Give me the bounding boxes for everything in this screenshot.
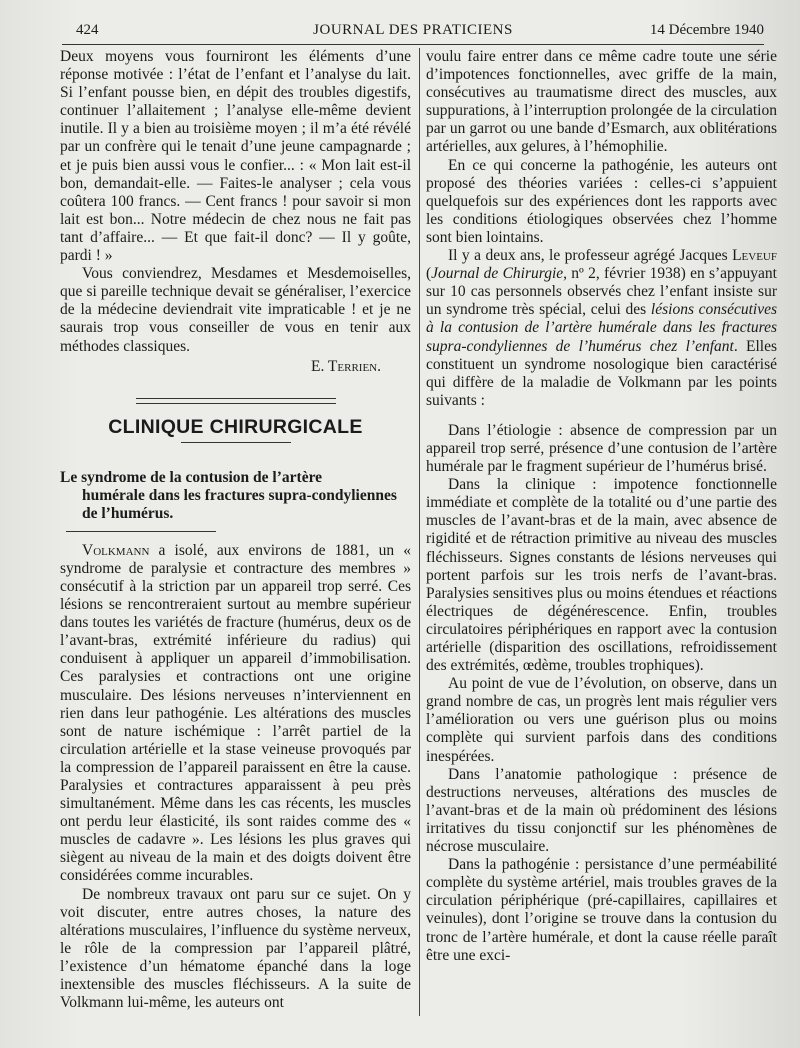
- paragraph: [426, 247, 777, 410]
- page-number: 424: [76, 22, 99, 38]
- section-underline: [181, 442, 291, 443]
- journal-title: JOURNAL DES PRATICIENS: [313, 22, 513, 38]
- paragraph: Dans l’anatomie pathologique : présence de destructions nerveuses, altérations des muscles de l’avant-bras et de la main où prédominent des lésions irritatives du tissu conjonctif sur les phénomènes de nécrose musculaire.: [426, 765, 777, 856]
- paragraph: Vous conviendrez, Mesdames et Mesdemoiselles, que si pareille technique devait se généraliser, l’exercice de la médecine deviendrait vite impraticable ! et je ne saurais trop vous conseiller de vous en tenir aux méthodes classiques.: [60, 265, 411, 355]
- article-title-line: Le syndrome de la contusion de l’artère: [60, 468, 323, 486]
- paragraph: De nombreux travaux ont paru sur ce sujet. On y voit discuter, entre autres choses, la nature des altérations musculaires, l’influence du système nerveux, le rôle de la compression par l’appareil plâtré, l’existence d’un hématome épanché dans la loge inextensible des muscles fléchisseurs. A la suite de Volkmann lui-même, les auteurs ont: [60, 885, 411, 1012]
- paragraph: Dans la pathogénie : persistance d’une perméabilité complète du système artériel, mais troubles graves de la circulation périphérique (pré-capillaires, capillaires et veinules), dont l’origine se trouve dans la contusion du tronc de l’artère humérale, et dont la cause réelle paraît être une exci-: [426, 856, 777, 964]
- article-title-line: humérale dans les fractures supra-condyliennes de l’humérus.: [82, 486, 397, 522]
- paragraph-text: a isolé, aux environs de 1881, un « syndrome de paralysie et contracture des membres » consécutif à la striction par un appareil trop serré. Ces lésions se rencontreraient surtout au membre supérieur dans toutes les variétés de fracture (humérus, deux os de l’avant-bras, extrémité inférieure du radius) qui conduisent à appliquer un appareil d’immobilisation. Ces paralysies et contractions ont une origine musculaire. Des lésions nerveuses n’interviennent en rien dans leur pathogénie. Les altérations des muscles sont de nature ischémique : l’arrêt partiel de la circulation artérielle et la stase veineuse provoqués par la compression de l’appareil paraissent en être la cause. Paralysies et contractures apparaissent à peu près simultanément. Même dans les cas récents, les muscles ont perdu leur élasticité, ils sont raides comme des « muscles de cadavre ». Les lésions les plus graves qui siègent au niveau de la main et des doigts doivent être considérées comme incurables.: [60, 541, 411, 885]
- paragraph: Deux moyens vous fourniront les éléments d’une réponse motivée : l’état de l’enfant et l’analyse du lait. Si l’enfant pousse bien, en dépit des troubles digestifs, continuer l’allaitement ; l’analyse elle-même devient inutile. Il y a bien au troisième moyen ; il m’a été révélé par un confrère qui le tenait d’une jeune campagnarde ; et je puis bien aussi vous le confier... : « Mon lait est-il bon, demandait-elle. — Faites-le analyser ; cela vous coûtera 100 francs. — Cent francs ! pour savoir si mon lait est bon... Notre médecin de chez nous ne fait pas tant d’affaire... — Et que fait-il donc? — Il y goûte, pardi ! »: [60, 48, 411, 265]
- paragraph: Au point de vue de l’évolution, on observe, dans un grand nombre de cas, un progrès lent mais régulier vers l’amélioration ou vers une guérison plus ou moins complète qui survient parfois dans des conditions inespérées.: [426, 675, 777, 765]
- paragraph: En ce qui concerne la pathogénie, les auteurs ont proposé des théories variées : celles-ci s’appuient quelquefois sur des expériences dont les rapports avec les conditions étiologiques observées chez l’homme sont bien lointains.: [426, 156, 777, 246]
- article-rule: [66, 531, 216, 532]
- paragraph: voulu faire entrer dans ce même cadre toute une série d’impotences fonctionnelles, avec griffe de la main, consécutives au traumatisme direct des muscles, aux suppurations, à l’interruption prolongée de la circulation par un garrot ou une bande d’Esmarch, aux oblitérations artérielles, aux gelures, à l’hémophilie.: [426, 48, 777, 156]
- issue-date: 14 Décembre 1940: [649, 22, 764, 38]
- right-column: [426, 48, 777, 965]
- column-divider: [419, 48, 420, 1016]
- page-header: [62, 20, 764, 45]
- section-title: CLINIQUE CHIRURGICALE: [108, 415, 363, 438]
- spacer: [426, 410, 777, 422]
- italic-phrase: lésions consécutives à la contusion de l’artère humérale dans les fractures supra-condyliennes de l’humérus chez l’enfant: [426, 301, 778, 355]
- paragraph: [60, 542, 411, 886]
- paragraph-text: (: [426, 265, 432, 283]
- author-name: Volkmann: [82, 541, 150, 559]
- article-title: [60, 469, 411, 523]
- author-name: Leveuf: [732, 247, 777, 265]
- author-signature: E. Terrien.: [310, 357, 381, 375]
- section-rule: [136, 398, 336, 404]
- left-column: [60, 48, 411, 1012]
- journal-reference: Journal de Chirurgie: [431, 265, 564, 283]
- paragraph-text: . Elles constituent un syndrome nosologique bien caractérisé qui diffère de la maladie de Volkmann par les points suivants :: [426, 337, 777, 409]
- paragraph-text: Il y a deux ans, le professeur agrégé Jacques: [448, 247, 733, 265]
- paragraph: Dans la clinique : impotence fonctionnelle immédiate et complète de la totalité ou d’une partie des muscles de l’avant-bras et de la main, avec absence de rigidité et de rétraction primitive au niveau des muscles fléchisseurs. Signes constants de lésions nerveuses qui portent parfois sur les trois nerfs de l’avant-bras. Paralysies sensitives plus ou moins étendues et réactions électriques de dégénérescence. Enfin, troubles circulatoires périphériques en rapport avec la contusion artérielle (disparition des oscillations, refroidissement des extrémités, œdème, troubles trophiques).: [426, 476, 777, 675]
- paragraph: Dans l’étiologie : absence de compression par un appareil trop serré, présence d’une contusion de l’artère humérale par le fragment supérieur de l’humérus brisé.: [426, 421, 777, 476]
- paragraph-text: , nº 2, février 1938) en s’appuyant sur 10 cas personnels observés chez l’enfant insiste sur un syndrome très spécial, celui des: [426, 265, 777, 319]
